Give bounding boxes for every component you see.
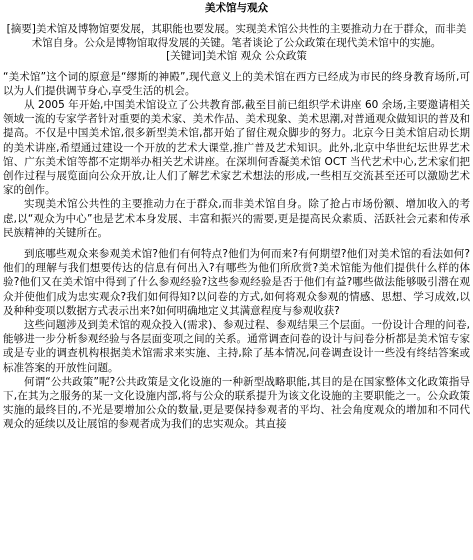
- body-paragraph-1: “美术馆”这个词的原意是“缪斯的神殿”,现代意义上的美术馆在西方已经成为市民的终身教育场所,可以为人们提供调节身心,享受生活的机会。: [3, 70, 470, 97]
- body-paragraph-5: 这些问题涉及到美术馆的观众投入(需求)、参观过程、参观结果三个层面。一份设计合理的问卷,能够进一步分析参观经验与各层面变项之间的关系。通常调查问卷的设计与问卷分析都是美术馆专家或是专业的调查机构根据美术馆需求来实施、主持,除了基本情况,问卷调查设计一些没有终结答案或标准答案的开放性问题。: [3, 318, 470, 374]
- body-paragraph-3: 实现美术馆公共性的主要推动力在于群众,而非美术馆自身。除了抢占市场份额、增加收入的考虑,以“观众为中心”也是艺术本身发展、丰富和振兴的需要,更是提高民众素质、活跃社会元素和传承民族精神的关键所在。: [3, 198, 470, 239]
- body-paragraph-2: 从 2005 年开始,中国美术馆设立了公共教育部,截至目前已组织学术讲座 60 余场,主要邀请相关领域一流的专家学者针对重要的美术家、美术作品、美术现象、美术思潮,对普通观众做知识的普及和提高。不仅是中国美术馆,很多新型美术馆,都开始了留住观众脚步的努力。北京今日美术馆启动长期的美术讲座,希望通过建设一个开放的艺术大课堂,推广普及艺术知识。此外,北京中华世纪坛世界艺术馆、广东美术馆等都不定期举办相关艺术讲座。在深圳何香凝美术馆 OCT 当代艺术中心,艺术家们把创作过程与展览面向公众开放,让人们了解艺术家艺术想法的形成,一些相互交流甚至还可以激励艺术家的创作。: [3, 98, 470, 197]
- document-title: 美术馆与观众: [205, 2, 268, 14]
- body-paragraph-4: 到底哪些观众来参观美术馆?他们有何特点?他们为何而来?有何期望?他们对美术馆的看法如何?他们的理解与我们想要传达的信息有何出入?有哪些为他们所欣赏?美术馆能为他们提供什么样的体验?他们又在美术馆中得到了什么参观经验?这些参观经验是否于他们有益?哪些做法能够吸引潜在观众并使他们成为忠实观众?我们如何得知?以问卷的方式,如何将观众参观的情感、思想、学习成效,以及种种变项以数据方式表示出来?如何明确地定义其满意程度与参观收获?: [3, 247, 470, 317]
- keywords-paragraph: [关键词]美术馆 观众 公众政策: [166, 50, 307, 62]
- body-paragraph-6: 何谓“公共政策”呢?公共政策是文化设施的一种新型战略职能,其目的是在国家整体文化政策指导下,在其为之服务的某一文化设施内部,将与公众的联系提升为该文化设施的主要职能之一。公众政策实施的最终目的,不光是要增加公众的数量,更是要保持参观者的平均、社会角度观众的增加和不同代观众的延续以及让展馆的参观者成为我们的忠实观众。其直接: [3, 375, 470, 431]
- abstract-paragraph: [摘要]美术馆及博物馆要发展，其职能也要发展。实现美术馆公共性的主要推动力在于群众，而非美术馆自身。公众是博物馆取得发展的关键。笔者谈论了公众政策在现代美术馆中的实施。: [6, 23, 467, 49]
